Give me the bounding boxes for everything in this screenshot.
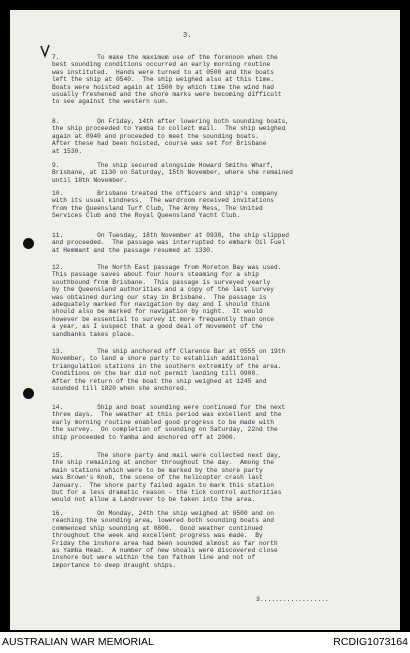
paragraph-16: 16. On Monday, 24th the ship weighed at 0500 and on reaching the sounding area, lowered both sounding boats and commenced ship sounding at 0800. Good weather continued throughout the week and excellent progress was made. By Friday the inshore area had been sounded almost as far north as Yamba Head. A number of new shoals were discovered close inshore but were within the ten fathom line and not of importance to deep draught ships. <box>52 510 278 569</box>
continuation-marker: 3.................. <box>256 596 329 603</box>
paragraph-11: 11. On Tuesday, 18th November at 0930, the ship slipped and proceeded. The passage was interrupted to embark Oil Fuel at Hemmant and the passage resumed at 1330. <box>52 232 290 254</box>
footer-record-id: RCDIG1073164 <box>333 636 408 648</box>
paragraph-7: 7. To make the maximum use of the forenoon when the best sounding conditions occurred an early morning routine was instituted. Hands were turned to at 0500 and the boats left the ship at 0540. The ship weighed also at this time. Boats were hoisted again at 1500 by which time the wind had usually freshened and the shore marks were becoming difficult to see against the western sun. <box>52 54 282 106</box>
paragraph-8: 8. On Friday, 14th after lowering both sounding boats, the ship proceeded to Yamba to collect mail. The ship weighed again at 0940 and proceeded to meet the sounding boats. After these had been hoisted, course was set for Brisbane at 1530. <box>52 118 290 155</box>
punch-hole <box>23 388 34 399</box>
paragraph-13: 13. The ship anchored off Clarence Bar at 0555 on 19th November, to land a shore party to establish additional triangulation stations in the southern extremity of the area. Conditions on the bar did not permit landing till 0900. After the return of the boat the ship weighed at 1245 and sounded till 1820 when she anchored. <box>52 348 286 393</box>
footer-source-label: AUSTRALIAN WAR MEMORIAL <box>2 636 154 648</box>
paragraph-9: 9. The ship secured alongside Howard Smiths Wharf, Brisbane, at 1130 on Saturday, 15th November, where she remained until 18th November. <box>52 162 293 184</box>
punch-hole <box>23 238 34 249</box>
paragraph-14: 14. Ship and boat sounding were continued for the next three days. The weather at this period was excellent and the early morning routine enabled good progress to be made with the survey. On completion of sounding on Saturday, 22nd the ship proceeded to Yamba and anchored off at 2000. <box>52 404 286 441</box>
paragraph-15: 15. The shore party and mail were collected next day, the ship remaining at anchor throughout the day. Among the main stations which were to be marked by the shore party was Brown's Knob, the scene of the helicopter crash last January. The shore party failed again to mark this station but for a less dramatic reason - the tick control authorities would not allow a Landrover to be taken into the area. <box>52 452 282 504</box>
pen-tick-mark <box>40 44 50 58</box>
page-number: 3. <box>183 32 193 40</box>
document-page <box>10 10 400 630</box>
paragraph-10: 10. Brisbane treated the officers and ship's company with its usual kindness. The wardroom received invitations from the Queensland Turf Club, The Army Mess, The United Services Club and the Royal Queensland Yacht Club. <box>52 190 278 220</box>
paragraph-12: 12. The North East passage from Moreton Bay was used. This passage saves about four hours steaming for a ship southbound from Brisbane. This passage is surveyed yearly by the Queensland authorities and a copy of the last survey was obtained during our stay in Brisbane. The passage is adequately marked for navigation by day and I should think should also be marked for navigation by night. It would however be essential to survey it more frequently than once a year, as I suspect that a good deal of movement of the sandbanks takes place. <box>52 264 282 338</box>
footer-bar <box>0 632 410 653</box>
